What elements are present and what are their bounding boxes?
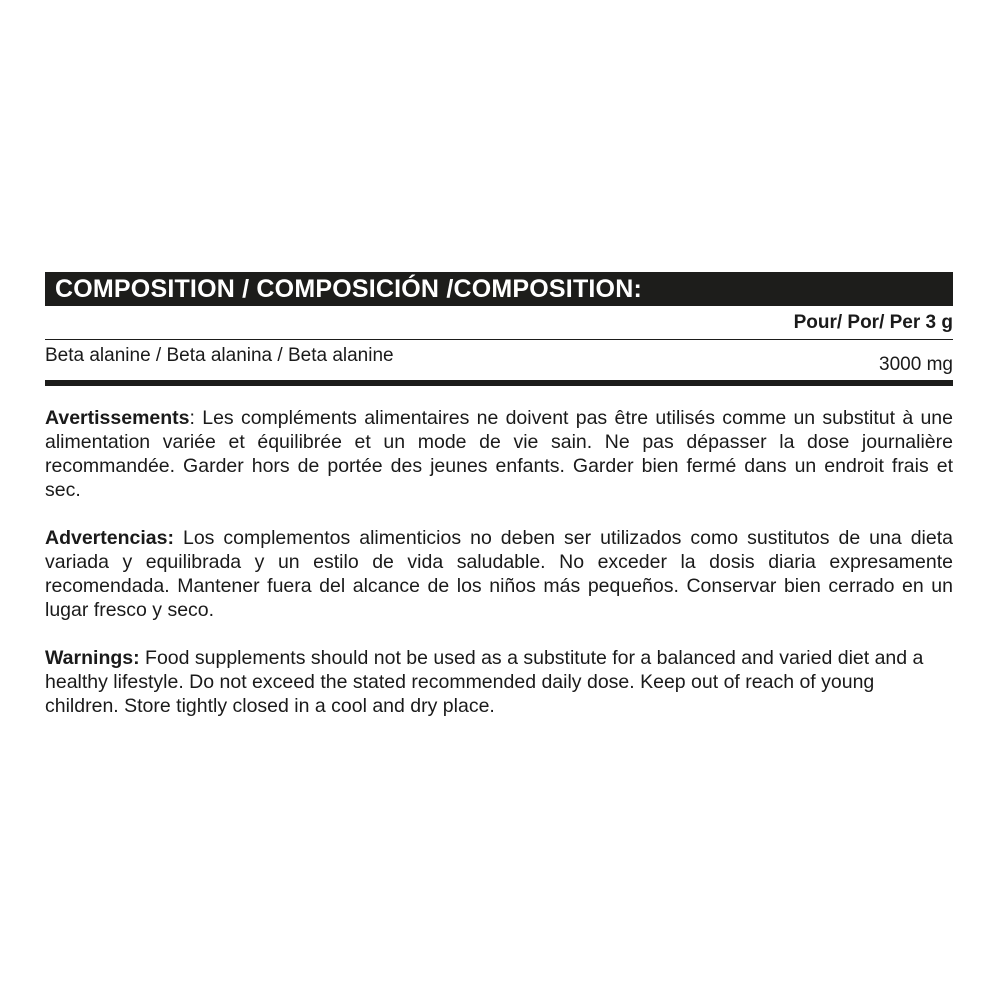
warning-spanish [45,526,953,622]
per-serving-header [45,306,953,340]
warning-spanish-label: Advertencias: [45,527,174,549]
per-serving-label: Pour/ Por/ Per 3 g [793,311,953,333]
warning-english-text: Food supplements should not be used as a substitute for a balanced and varied diet and a healthy lifestyle. Do not exceed the stated recommended daily dose. Keep out of reach of young children. Store tightly closed in a cool and dry place. [45,647,924,717]
warning-french-label: Avertissements [45,407,190,429]
warning-english-label: Warnings: [45,647,140,669]
ingredient-row [45,340,953,380]
table-bottom-rule [45,380,953,386]
warning-spanish-text: Los complementos alimenticios no deben ser utilizados como sustitutos de una dieta variada y equilibrada y un estilo de vida saludable. No exceder la dosis diaria expresamente recomendada. Mantener fuera del alcance de los niños más pequeños. Conservar bien cerrado en un lugar fresco y seco. [45,527,953,621]
warnings-section [45,406,953,718]
ingredient-name: Beta alanine / Beta alanina / Beta alanine [45,345,394,366]
warning-french-text: : Les compléments alimentaires ne doivent pas être utilisés comme un substitut à une alimentation variée et équilibrée et un mode de vie sain. Ne pas dépasser la dose journalière recommandée. Garder hors de portée des jeunes enfants. Garder bien fermé dans un endroit frais et sec. [45,407,953,501]
warning-english [45,646,953,718]
ingredient-amount: 3000 mg [879,354,953,375]
warning-french [45,406,953,502]
composition-title: COMPOSITION / COMPOSICIÓN /COMPOSITION: [45,272,953,306]
composition-panel [45,272,953,742]
